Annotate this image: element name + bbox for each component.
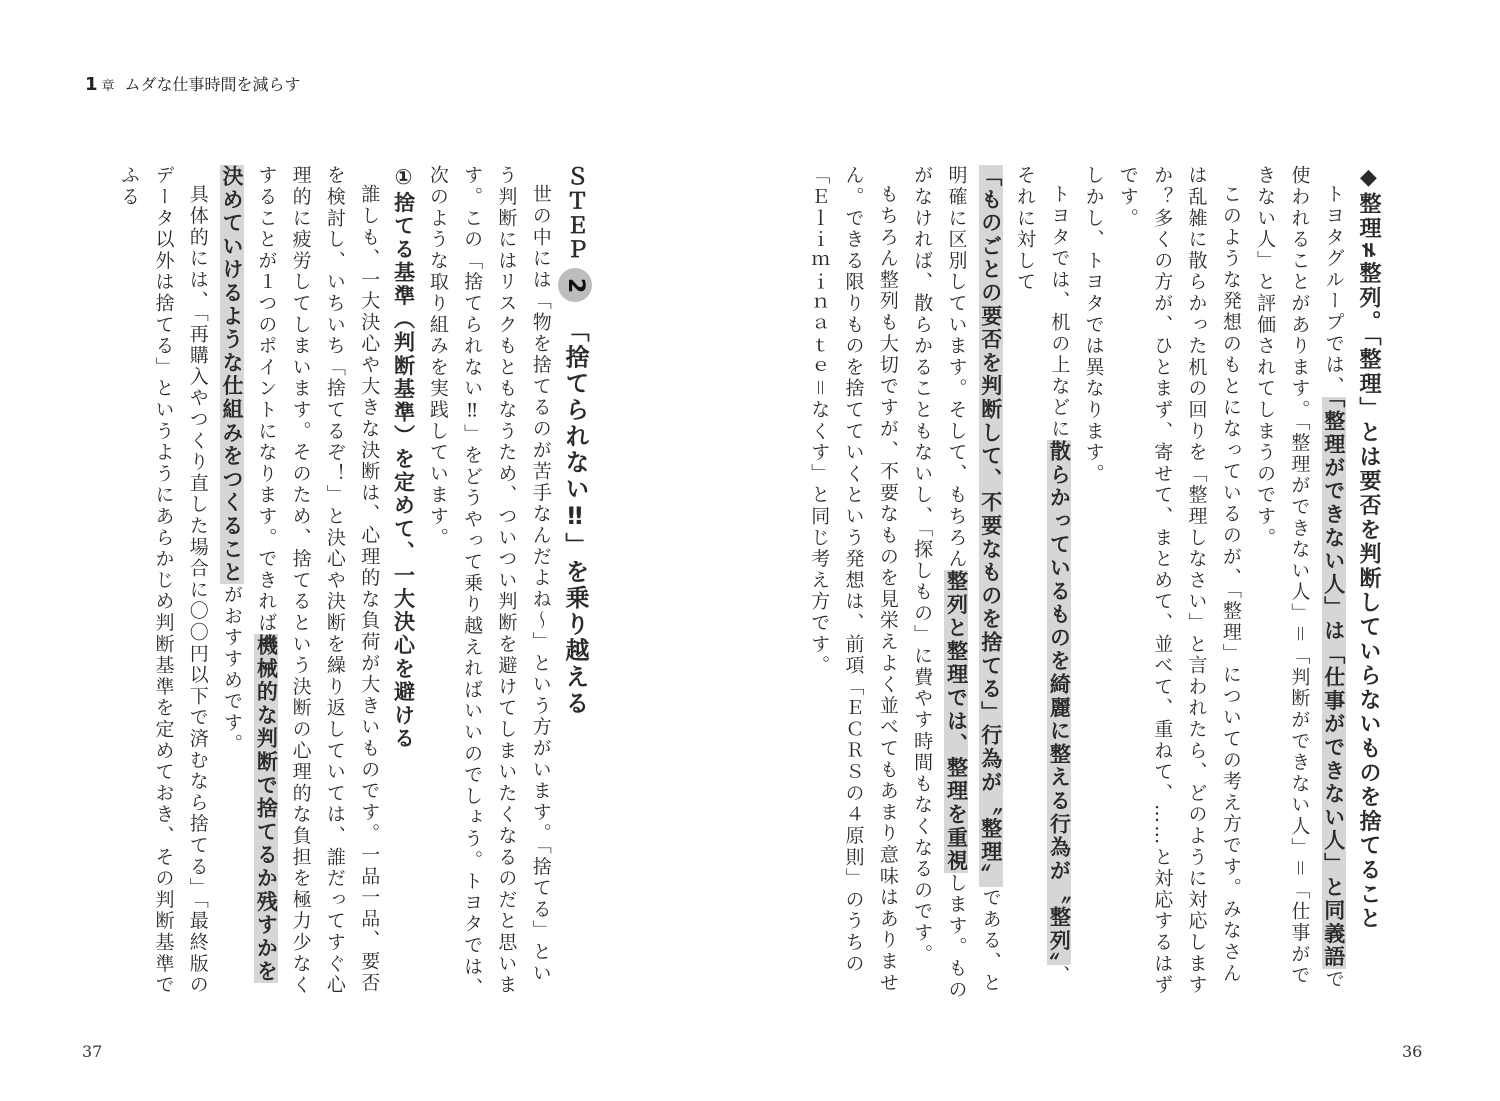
text-run: 、それに対して: [1014, 165, 1071, 987]
step-title: 「捨てられない‼」を乗り越える: [561, 318, 589, 717]
text-run: トヨタでは、机の上などに: [1048, 184, 1071, 440]
running-header: [85, 72, 301, 95]
paragraph: [905, 165, 1076, 1005]
highlighted-phrase: 「ものごとの要否を判断して、不要なものを捨てる」行為が〝整理〟: [978, 165, 1003, 888]
chapter-number: 1: [85, 74, 98, 95]
paragraph: 世の中には「物を捨てるのが苦手なんだよね〜」という方がいます。「捨てる」という判断にはリスクもともなうため、ついつい判断を避けてしまいたくなるのだと思います。この「捨てられない‼」をどうやって乗り越えればいいのでしょう。トヨタでは、次のような取り組みを実践しています。: [426, 165, 552, 999]
step-label: ＳＴＥＰ: [563, 165, 588, 263]
text-run: である、と明確に区別しています。そして、もちろん: [945, 165, 1002, 994]
paragraph: 具体的には、「再購入やつくり直した場合に〇〇円以下で済むなら捨てる」「最終版のデータ以外は捨てる」というようにあらかじめ判断基準を定めておき、その判断基準でふる: [118, 165, 209, 996]
paragraph: このような発想のもとになっているのが、「整理」についての考え方です。みなさんは乱雑に散らかった机の回りを「整理しなさい」と言われたら、どのように対応しますか？多くの方が、ひとまず、寄せて、まとめて、並べて、重ねて、……と対応するはずです。: [1116, 165, 1242, 996]
sub-heading: ①捨てる基準（判断基準）を定めて、一大決心を避ける: [391, 165, 416, 751]
text-run: します。ものがなければ、散らかることもないし、「探しもの」に費やす時間もなくなるのです。: [911, 165, 968, 1001]
chapter-word: 章: [101, 79, 115, 94]
section-heading: ◆整理≠整列。「整理」とは要否を判断していらないものを捨てること: [1356, 165, 1381, 932]
highlighted-phrase: 散らかっているものを綺麗に整える行為が〝整列〟: [1047, 439, 1072, 966]
text-run: で使われることがあります。「整理ができない人」＝「判断ができない人」＝「仕事ができない人」と評価されてしまうのです。: [1254, 165, 1345, 991]
paragraph: しかし、トヨタでは異なります。: [1082, 165, 1105, 485]
text-run: 誰しも、一大決心や大きな決断は、心理的な負荷が大きいものです。一品一品、要否を検討し、いちいち「捨てるぞ！」と決心や決断を繰り返していては、誰だってすぐ心理的に疲労してしまいます。そのため、捨てるという決断の心理的な負担を極力少なくすることが１つのポイントになります。できれば: [255, 165, 381, 996]
page-number-left: 37: [82, 1042, 103, 1061]
right-page-body: [808, 165, 1385, 1005]
paragraph: [215, 165, 386, 1005]
step-number-badge: 2: [558, 268, 592, 302]
highlighted-phrase: 整列と整理では、整理を重視: [944, 569, 969, 873]
text-run: トヨタグループでは、: [1322, 184, 1345, 397]
text-run: がおすすめです。: [221, 584, 244, 755]
left-page-body: [82, 165, 592, 1005]
highlighted-phrase: 機械的な判断で捨てるか残すかを決めていけるような仕組みをつくること: [220, 165, 279, 984]
paragraph: [1248, 165, 1351, 1005]
paragraph: もちろん整列も大切ですが、不要なものを見栄えよく並べてもあまり意味はありません。できる限りものを捨てていくという発想は、前項「ＥＣＲＳの４原則」のうちの「Ｅｌｉｍｉｎａｔｅ＝なくす」と同じ考え方です。: [808, 165, 899, 994]
chapter-title: ムダな仕事時間を減らす: [124, 75, 301, 94]
highlighted-phrase: 「整理ができない人」は「仕事ができない人」と同義語: [1321, 397, 1346, 969]
page-number-right: 36: [1402, 1042, 1423, 1061]
step-heading: [558, 165, 592, 1005]
